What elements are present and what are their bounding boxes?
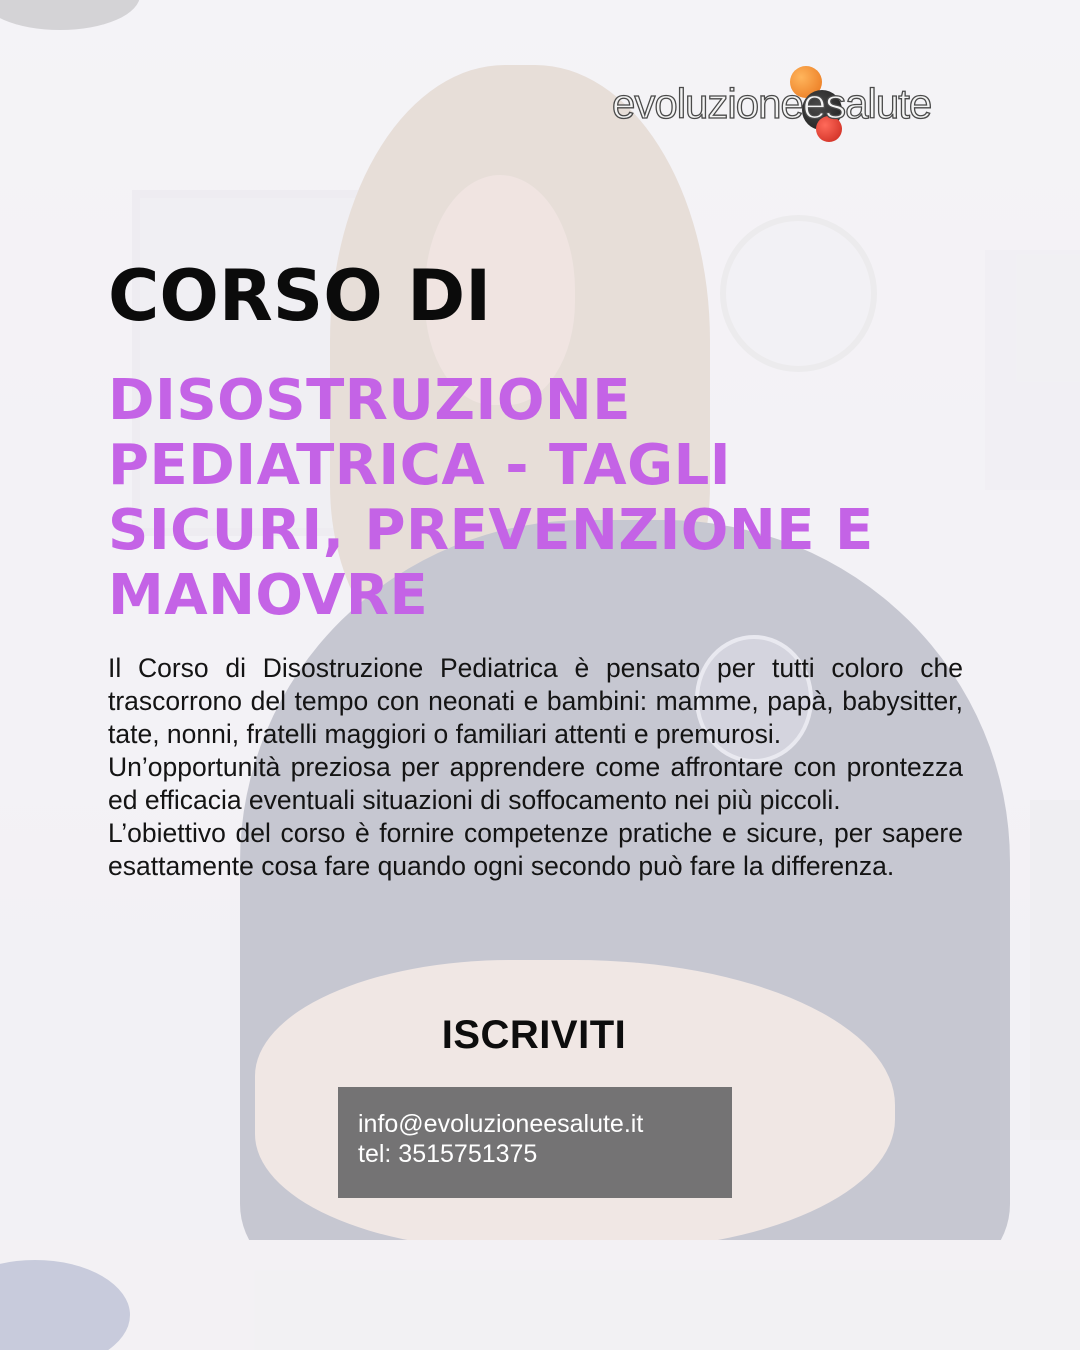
description-paragraph: Il Corso di Disostruzione Pediatrica è pensato per tutti coloro che trascorrono del tempo con neonati e bambini: mamme, papà, babysitter, tate, nonni, fratelli maggiori o familiari attenti e premurosi. xyxy=(108,653,963,749)
contact-box xyxy=(338,1087,732,1198)
brand-logo xyxy=(612,66,1012,148)
description-paragraph: Un’opportunità preziosa per apprendere come affrontare con prontezza ed efficacia eventuali situazioni di soffocamento nei più piccoli. xyxy=(108,752,963,815)
signup-call-to-action: ISCRIVITI xyxy=(441,1013,627,1057)
logo-wordmark: evoluzioneesalute xyxy=(612,80,932,127)
course-title-line: MANOVRE xyxy=(108,563,429,628)
contact-email[interactable]: info@evoluzioneesalute.it xyxy=(358,1110,644,1138)
page-title: CORSO DI xyxy=(108,255,492,337)
course-title-line: SICURI, PREVENZIONE E xyxy=(108,498,874,563)
course-title-line: PEDIATRICA - TAGLI xyxy=(108,433,732,498)
course-title-line: DISOSTRUZIONE xyxy=(108,368,632,433)
contact-phone[interactable]: tel: 3515751375 xyxy=(358,1140,538,1168)
description-paragraph: L’obiettivo del corso è fornire competenze pratiche e sicure, per sapere esattamente cosa fare quando ogni secondo può fare la differenza. xyxy=(108,818,963,881)
course-title xyxy=(108,368,1008,628)
course-description xyxy=(108,652,963,883)
